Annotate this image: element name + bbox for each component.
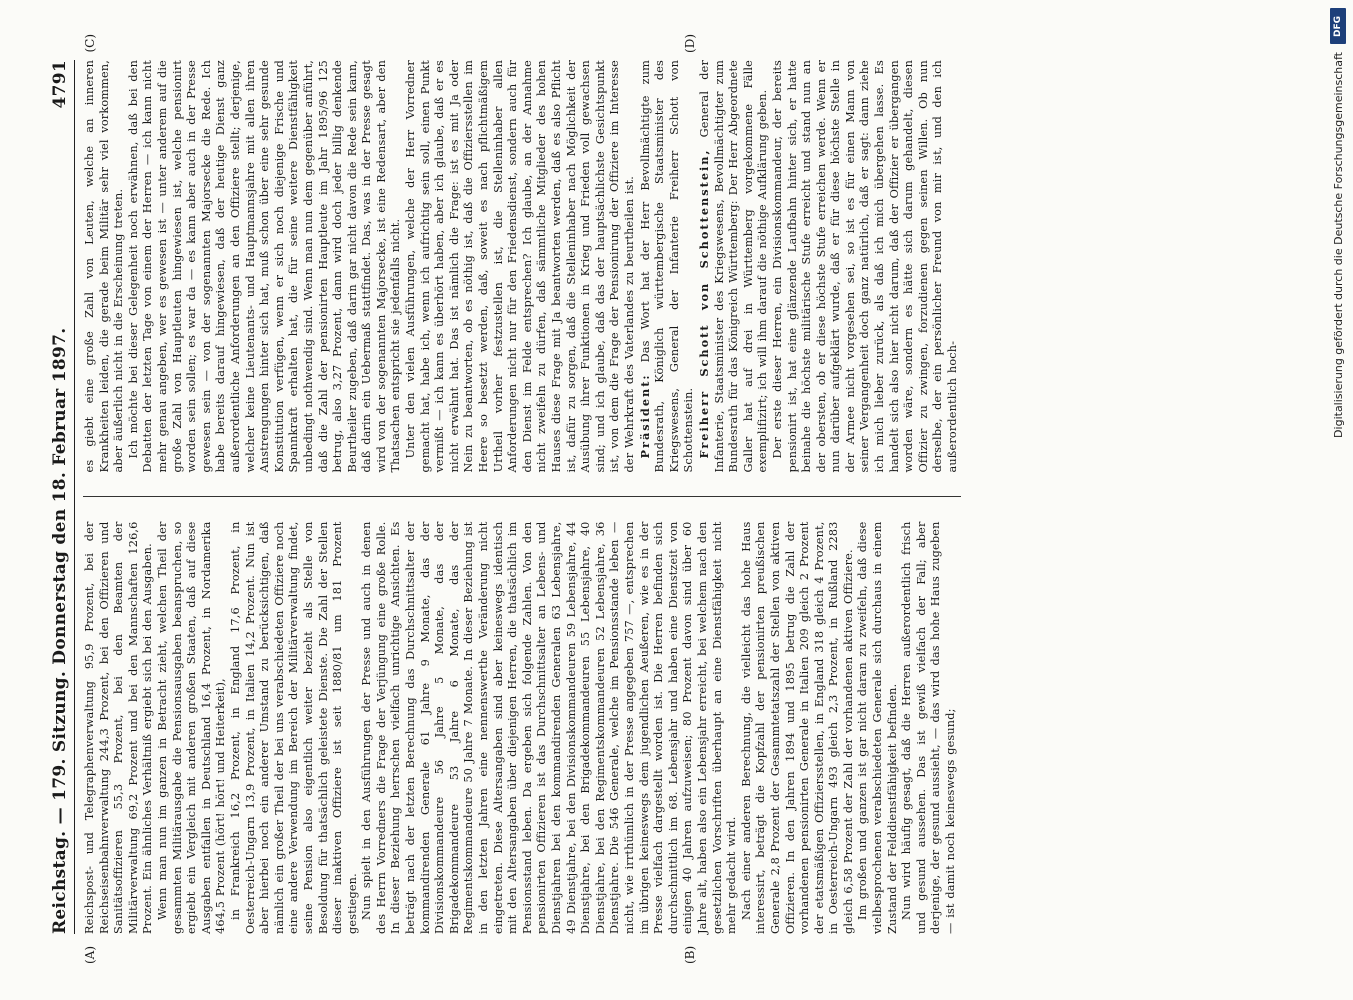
- speaker-name: Präsident:: [637, 373, 652, 459]
- margin-marker-a: (A): [82, 945, 97, 964]
- page-header-title: Reichstag. — 179. Sitzung. Donnerstag den 18. Februar 1897.: [49, 327, 70, 934]
- paragraph: Nun spielt in den Ausführungen der Presse und auch in denen des Herrn Vorredners die Frage der Verjüngung eine große Rolle. In dieser Beziehung herrschen vielfach unrichtige Ansichten. Es beträgt nach der letzten Berechnung das Durchschnittsalter der kommandirenden Generale 61 Jahre 9 Monate, das der Divisionskommandeure 56 Jahre 5 Monate, das der Brigadekommandeure 53 Jahre 6 Monate, das der Regimentskommandeure 50 Jahre 7 Monate. In dieser Beziehung ist in den letzten Jahren eine nennenswerthe Veränderung nicht eingetreten. Diese Altersangaben sind aber keineswegs identisch mit den Altersangaben über diejenigen Herren, die thatsächlich im Pensionsstand leben. Da ergeben sich folgende Zahlen. Von den pensionirten Offizieren ist das Durchschnittsalter an Lebens- und Dienstjahren bei den kommandirenden Generalen 63 Lebensjahre, 49 Dienstjahre, bei den Divisionskommandeuren 59 Lebensjahre, 44 Dienstjahre, bei den Brigadekommandeuren 55 Lebensjahre, 40 Dienstjahre, bei den Regimentskommandeuren 52 Lebensjahre, 36 Dienstjahre. Die 546 Generale, welche im Pensionsstande leben — nicht, wie irrthümlich in der Presse angegeben 757 —, entsprechen im übrigen keineswegs dem jugendlichen Aeußeren, wie es in der Presse vielfach dargestellt worden ist. Die Herren befinden sich durchschnittlich im 68. Lebensjahr und haben eine Dienstzeit von einigen 40 Jahren aufzuweisen; 80 Prozent davon sind über 60 Jahre alt, haben also ein Lebensjahr erreicht, bei welchem nach den gesetzlichen Vorschriften überhaupt an eine Dienstfähigkeit nicht mehr gedacht wird.: [359, 521, 738, 934]
- credit-text: Digitalisierung gefördert durch die Deutsche Forschungsgemeinschaft: [1331, 52, 1345, 438]
- paragraph: Nach einer anderen Berechnung, die vielleicht das hohe Haus interessirt, beträgt die Kopfzahl der pensionirten preußischen Generale 2,8 Prozent der Gesammtetatszahl der Stellen von aktiven Offizieren. In den Jahren 1894 und 1895 betrug die Zahl der vorhandenen pensionirten Generale in Italien 209 gleich 2 Prozent der etatsmäßigen Offiziersstellen, in England 318 gleich 4 Prozent, in Oesterreich-Ungarn 493 gleich 2,3 Prozent, in Rußland 2283 gleich 6,58 Prozent der Zahl der vorhandenen aktiven Offiziere.: [739, 521, 855, 934]
- column-divider: [83, 497, 961, 498]
- page-header: [50, 60, 75, 934]
- text-columns: [82, 34, 961, 964]
- speech-text: Der erste dieser Herren, ein Divisionskommandeur, der bereits pensionirt ist, hat eine glänzende Laufbahn hinter sich, er hatte beinahe die höchste militärische Stufe erreicht und stand nun an der obersten, ob er diese höchste Stufe erreichen werde. Wenn er nun darüber aufgeklärt wurde, daß er für diese höchste Stelle in der Armee nicht vorgesehen sei, so ist es für einen Mann von seiner Vergangenheit doch ganz natürlich, daß er sagt: dann ziehe ich mich lieber zurück, als daß ich mich übergehen lasse. Es handelt sich also hier nicht darum, daß der Offizier er übergangen worden wäre, sondern es hätte sich darum gehandelt, diesen Offizier zu zwingen, forzudienen gegen seinen Willen. Ob nun derselbe, der ein persönlicher Freund von mir ist, und den ich außerordentlich hoch-: [770, 60, 959, 473]
- speech-paragraph: [770, 60, 960, 473]
- rotated-document-sheet: [32, 30, 1322, 970]
- paragraph: Nun wird häufig gesagt, daß die Herren außerordentlich frisch und gesund aussehen. Das ist gewiß vielfach der Fall; aber derjenige, der gesund aussieht, — das wird das hohe Haus zugeben — ist damit noch keineswegs gesund;: [899, 521, 957, 934]
- paragraph: Wenn man nun im ganzen in Betracht zieht, welchen Theil der gesammten Militärausgabe die Pensionsausgaben beanspruchen, so ergiebt ein Vergleich mit anderen großen Staaten, daß auf diese Ausgaben entfallen in Deutschland 16,4 Prozent, in Nordamerika 464,5 Prozent (hört! hört! und Heiterkeit),: [155, 521, 227, 934]
- dfg-logo: DFG: [1330, 8, 1346, 44]
- speech-paragraph: [696, 60, 770, 473]
- left-column: [83, 522, 961, 935]
- paragraph: Ich möchte bei dieser Gelegenheit noch erwähnen, daß bei den Debatten der letzten Tage von einem der Herren — ich kann nicht mehr genau angeben, wer es gewesen ist — unter anderem auf die große Zahl von Hauptleuten hingewiesen ist, welche pensionirt worden sein sollen; es war da — es kann aber auch in der Presse gewesen sein — von der sogenannten Majorsecke die Rede. Ich habe bereits darauf hingewiesen, daß der heutige Dienst ganz außerordentliche Anforderungen an den Offiziere stellt; derjenige, welcher keine Lieutenants- und Hauptmannsjahre mit allen ihren Anstrengungen hinter sich hat, muß schon über eine sehr gesunde Konstitution verfügen, wenn er sich noch diejenige Frische und Spannkraft erhalten hat, die für seine weitere Dienstfähigkeit unbedingt nothwendig sind. Wenn man nun dem gegenüber anführt, daß die Zahl der pensionirten Hauptleute im Jahr 1895/96 125 betrug, also 3,27 Prozent, dann wird doch jeder billig denkende Beurtheiler zugeben, daß darin gar nicht davon die Rede sein kann, daß darin ein Uebermaß stattfindet. Das, was in der Presse gesagt wird von der sogenannten Majorsecke, ist eine Redensart, aber den Thatsachen entspricht sie jedenfalls nicht.: [126, 60, 402, 473]
- speech-paragraph: [637, 60, 696, 473]
- paragraph: Reichspost- und Telegraphenverwaltung 95,9 Prozent, bei der Reichseisenbahnverwaltung 244,3 Prozent, bei den Offizieren und Sanitätsoffizieren 55,3 Prozent, bei den Beamten der Militärverwaltung 69,2 Prozent und bei den Mannschaften 126,6 Prozent. Ein ähnliches Verhältniß ergiebt sich bei den Ausgaben.: [82, 521, 154, 934]
- paragraph: Im großen und ganzen ist gar nicht daran zu zweifeln, daß diese vielbesprochenen verabschiedeten Generale sich durchaus in einem Zustand der Felddienstfähigkeit befinden.: [855, 521, 899, 934]
- margin-marker-b: (B): [682, 945, 697, 964]
- speech-text: Das Wort hat der Herr Bevollmächtigte zum Bundesrath, Königlich württembergische Staatsminister des Kriegswesens, General der Infanterie Freiherr Schott von Schottenstein.: [638, 60, 695, 473]
- page-number: 4791: [49, 60, 70, 109]
- margin-marker-c: (C): [82, 34, 97, 53]
- paragraph: es giebt eine große Zahl von Leuten, welche an inneren Krankheiten leiden, die gerade beim Militär sehr viel vorkommen, aber äußerlich nicht in die Erscheinung treten.: [82, 60, 125, 473]
- paragraph: in Frankreich 16,2 Prozent, in England 17,6 Prozent, in Oesterreich-Ungarn 13,9 Prozent, in Italien 14,2 Prozent. Nun ist aber hierbei noch ein anderer Umstand zu berücksichtigen, daß nämlich ein großer Theil der bei uns verabschiedeten Offiziere noch eine andere Verwendung im Bereich der Militärverwaltung findet, seine Pension also eigentlich weiter bezieht als Stelle von Besoldung für thatsächlich geleistete Dienste. Die Zahl der Stellen dieser inaktiven Offiziere ist seit 1880/81 um 181 Prozent gestiegen.: [228, 521, 359, 934]
- digitization-credit: [1325, 8, 1351, 992]
- right-column: [83, 60, 961, 473]
- speaker-name: Freiherr Schott von Schottenstein,: [696, 148, 711, 459]
- paragraph: Unter den vielen Ausführungen, welche der Herr Vorredner gemacht hat, habe ich, wenn ich aufrichtig sein soll, einen Punkt vermißt — ich kann es überhört haben, aber ich glaube, daß er es nicht erwähnt hat. Das ist nämlich die Frage: ist es mit Ja oder Nein zu beantworten, ob es nöthig ist, daß die Offiziersstellen im Heere so besetzt werden, daß, soweit es nach pflichtmäßigem Urtheil vorher festzustellen ist, die Stelleninhaber allen Anforderungen nicht nur für den Friedensdienst, sondern auch für den Dienst im Felde entsprechen? Ich glaube, an der Annahme nicht zweifeln zu dürfen, daß sämmtliche Mitglieder des hohen Hauses diese Frage mit Ja beantworten werden, daß es also Pflicht ist, dafür zu sorgen, daß die Stelleninhaber nach Möglichkeit der Ausübung ihrer Funktionen in Krieg und Frieden voll gewachsen sind; und ich glaube, daß das der hauptsächlichste Gesichtspunkt ist, von dem die Frage der Pensionirung der Offiziere im Interesse der Wehrkraft des Vaterlandes zu beurtheilen ist.: [403, 60, 636, 473]
- speech-text: General der Infanterie, Staatsminister des Kriegswesens, Bevollmächtigter zum Bundesrath für das Königreich Württemberg: Der Herr Abgeordnete Galler hat auf drei in Württemberg vorgekommene Fälle exemplifizirt; ich will ihm darauf die nöthige Aufklärung geben.: [697, 60, 769, 473]
- margin-marker-d: (D): [682, 34, 697, 53]
